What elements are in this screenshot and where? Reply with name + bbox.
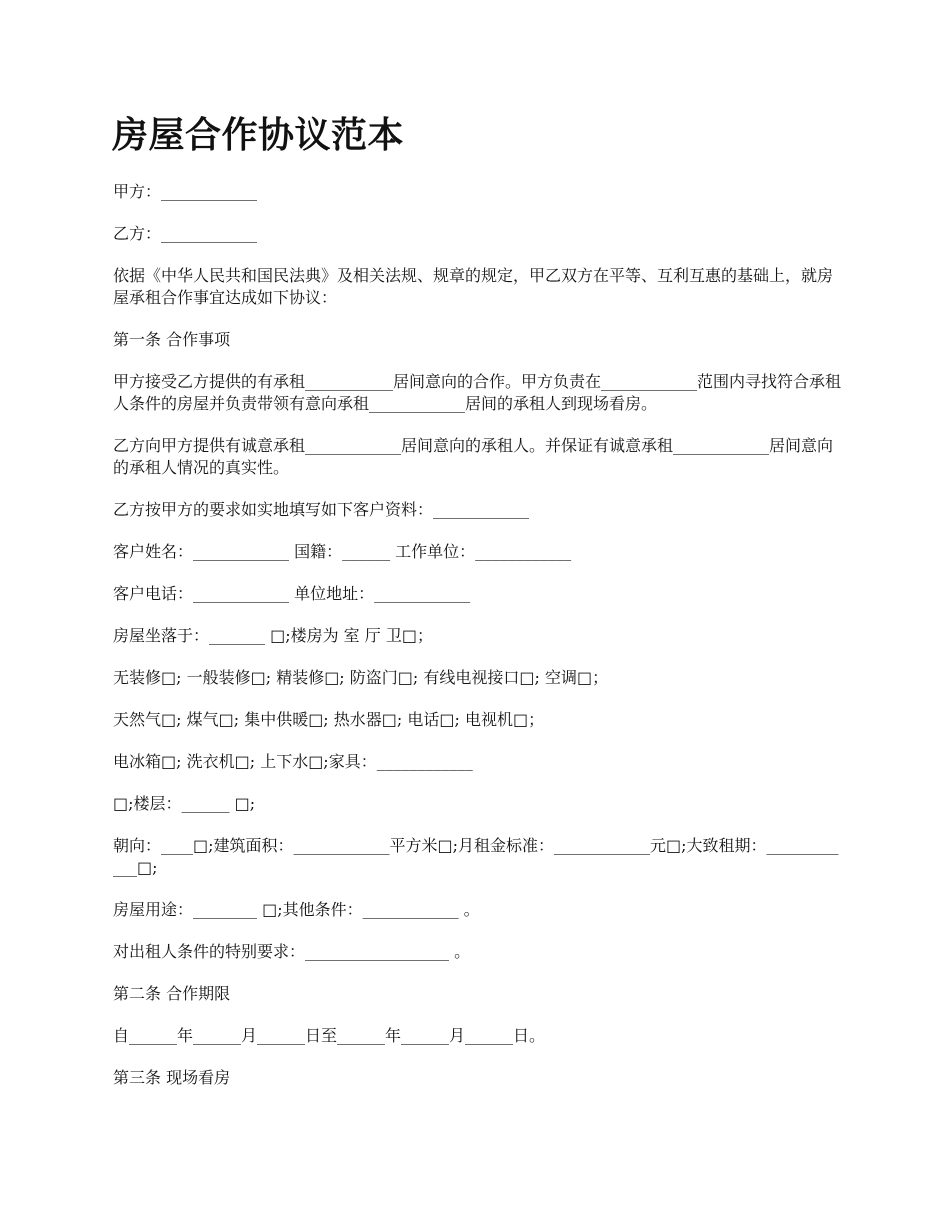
document-body — [113, 181, 841, 1089]
utilities-options-line: 天然气□; 煤气□; 集中供暖□; 热水器□; 电话□; 电视机□； — [113, 710, 545, 729]
lessor-requirements-line: 对出租人条件的特别要求：__________________ 。 — [113, 942, 471, 961]
article-1-heading: 第一条 合作事项 — [113, 330, 231, 349]
cooperation-period-line: 自______年______月______日至______年______月______日。 — [113, 1026, 546, 1045]
article-2-heading: 第二条 合作期限 — [113, 984, 231, 1003]
customer-phone-line: 客户电话：____________ 单位地址：____________ — [113, 584, 471, 603]
article-1-paragraph-2: 乙方向甲方提供有诚意承租____________居间意向的承租人。并保证有诚意承租____________居间意向的承租人情况的真实性。 — [113, 436, 834, 477]
article-3-heading: 第三条 现场看房 — [113, 1068, 231, 1087]
customer-info-intro: 乙方按甲方的要求如实地填写如下客户资料：____________ — [113, 500, 530, 519]
decoration-options-line: 无装修□; 一般装修□; 精装修□; 防盗门□; 有线电视接口□; 空调□； — [113, 668, 609, 687]
party-a-line: 甲方：____________ — [113, 182, 258, 201]
floor-line: □;楼层：______ □; — [113, 794, 256, 813]
appliances-options-line: 电冰箱□; 洗衣机□; 上下水□;家具：____________ — [113, 752, 473, 771]
preamble-paragraph: 依据《中华人民共和国民法典》及相关法规、规章的规定，甲乙双方在平等、互利互惠的基础上，就房屋承租合作事宜达成如下协议： — [113, 266, 834, 307]
customer-name-line: 客户姓名：____________ 国籍：______ 工作单位：____________ — [113, 542, 572, 561]
party-b-line: 乙方：____________ — [113, 224, 258, 243]
house-usage-line: 房屋用途：________ □;其他条件：____________ 。 — [113, 900, 480, 919]
house-location-line: 房屋坐落于：_______ □;楼房为 室 厅 卫□； — [113, 626, 433, 645]
orientation-area-rent-line: 朝向：____□;建筑面积：____________平方米□;月租金标准：____________元□;大致租期：____________□; — [113, 836, 839, 877]
document-title: 房屋合作协议范本 — [112, 114, 405, 156]
article-1-paragraph-1: 甲方接受乙方提供的有承租___________居间意向的合作。甲方负责在____________范围内寻找符合承租人条件的房屋并负责带领有意向承租____________居间的承租人到现场看房。 — [113, 372, 842, 413]
